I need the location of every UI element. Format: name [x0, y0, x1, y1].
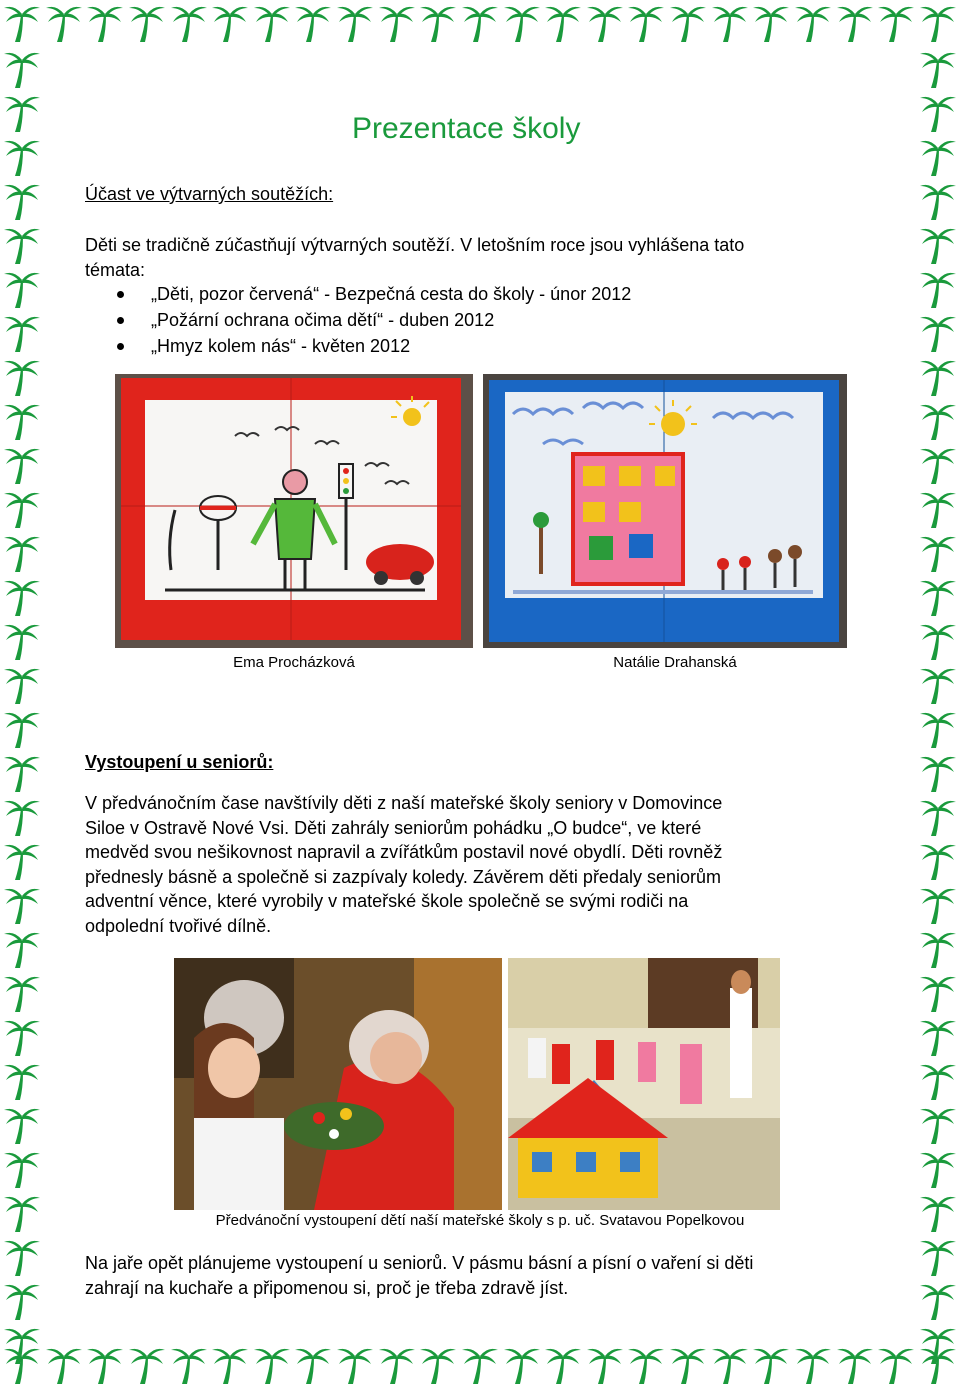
- palm-tree-icon: [751, 1342, 791, 1388]
- photo-illustration-performance: [508, 958, 780, 1210]
- section-heading-seniors: Vystoupení u seniorů:: [85, 752, 274, 772]
- palm-tree-icon: [918, 1234, 958, 1278]
- palm-tree-icon: [2, 1146, 42, 1190]
- palm-tree-icon: [85, 1342, 125, 1388]
- palm-tree-icon: [626, 1342, 666, 1388]
- palm-tree-icon: [2, 530, 42, 574]
- seniors-line: medvěd svou nešikovnost napravil a zvířátkům postavil nové obydlí. Děti rovněž: [85, 842, 723, 862]
- palm-tree-icon: [918, 310, 958, 354]
- palm-tree-icon: [918, 794, 958, 838]
- palm-tree-icon: [918, 1146, 958, 1190]
- palm-tree-icon: [2, 662, 42, 706]
- list-item: „Požární ochrana očima dětí“ - duben 2012: [85, 307, 631, 333]
- left-palm-border: [0, 46, 44, 1342]
- palm-tree-icon: [918, 574, 958, 618]
- palm-tree-icon: [918, 266, 958, 310]
- palm-tree-icon: [335, 1342, 375, 1388]
- palm-tree-icon: [2, 838, 42, 882]
- palm-tree-icon: [2, 618, 42, 662]
- palm-tree-icon: [918, 1278, 958, 1322]
- palm-tree-icon: [918, 90, 958, 134]
- palm-tree-icon: [502, 0, 542, 46]
- palm-tree-icon: [85, 0, 125, 46]
- palm-tree-icon: [918, 926, 958, 970]
- seniors-paragraph: [85, 791, 877, 938]
- palm-tree-icon: [835, 0, 875, 46]
- palm-tree-icon: [710, 1342, 750, 1388]
- palm-tree-icon: [585, 0, 625, 46]
- palm-tree-icon: [918, 530, 958, 574]
- palm-tree-icon: [44, 1342, 84, 1388]
- palm-tree-icon: [2, 1102, 42, 1146]
- palm-tree-icon: [918, 1058, 958, 1102]
- palm-tree-icon: [2, 1190, 42, 1234]
- seniors-line: Siloe v Ostravě Nové Vsi. Děti zahrály seniorům pohádku „O budce“, ve které: [85, 817, 702, 838]
- seniors-photo-wreath: [174, 958, 502, 1210]
- palm-tree-icon: [2, 442, 42, 486]
- drawing-illustration-natalie: [483, 374, 847, 648]
- palm-tree-icon: [918, 178, 958, 222]
- seniors-photo-performance: [508, 958, 780, 1210]
- section-heading-competitions: Účast ve výtvarných soutěžích:: [85, 184, 334, 204]
- competitions-intro-line1: Děti se tradičně zúčastňují výtvarných soutěží. V letošním roce jsou vyhlášena tato: [85, 235, 745, 255]
- palm-tree-icon: [293, 1342, 333, 1388]
- palm-tree-icon: [918, 618, 958, 662]
- palm-tree-icon: [918, 1190, 958, 1234]
- palm-tree-icon: [2, 310, 42, 354]
- competitions-intro-line2: témata:: [85, 259, 146, 280]
- palm-tree-icon: [751, 0, 791, 46]
- palm-tree-icon: [585, 1342, 625, 1388]
- palm-tree-icon: [2, 706, 42, 750]
- palm-tree-icon: [2, 1322, 42, 1366]
- palm-tree-icon: [169, 0, 209, 46]
- palm-tree-icon: [2, 398, 42, 442]
- palm-tree-icon: [2, 750, 42, 794]
- palm-tree-icon: [2, 46, 42, 90]
- palm-tree-icon: [502, 1342, 542, 1388]
- palm-tree-icon: [918, 1322, 958, 1366]
- right-palm-border: [916, 46, 960, 1342]
- palm-tree-icon: [668, 1342, 708, 1388]
- palm-tree-icon: [918, 354, 958, 398]
- caption-natalie: Natálie Drahanská: [613, 654, 737, 671]
- palm-tree-icon: [2, 882, 42, 926]
- palm-tree-icon: [793, 0, 833, 46]
- palm-tree-icon: [2, 926, 42, 970]
- photo-illustration-wreath: [174, 958, 502, 1210]
- palm-tree-icon: [44, 0, 84, 46]
- palm-tree-icon: [918, 222, 958, 266]
- drawing-illustration-ema: [115, 374, 473, 648]
- palm-tree-icon: [2, 794, 42, 838]
- palm-tree-icon: [918, 706, 958, 750]
- palm-tree-icon: [418, 1342, 458, 1388]
- closing-paragraph: [85, 1251, 905, 1300]
- palm-tree-icon: [710, 0, 750, 46]
- palm-tree-icon: [918, 1102, 958, 1146]
- seniors-line: V předvánočním čase navštívily děti z naší mateřské školy seniory v Domovince: [85, 793, 723, 813]
- palm-tree-icon: [210, 1342, 250, 1388]
- palm-tree-icon: [918, 134, 958, 178]
- palm-tree-icon: [335, 0, 375, 46]
- bottom-palm-border: [0, 1342, 960, 1388]
- palm-tree-icon: [876, 0, 916, 46]
- top-palm-border: [0, 0, 960, 46]
- palm-tree-icon: [127, 1342, 167, 1388]
- seniors-line: adventní věnce, které vyrobily v mateřské škole společně se svými rodiči na: [85, 891, 689, 911]
- palm-tree-icon: [543, 0, 583, 46]
- closing-line1: Na jaře opět plánujeme vystoupení u seniorů. V pásmu básní a písní o vaření si děti: [85, 1253, 754, 1273]
- palm-tree-icon: [626, 0, 666, 46]
- palm-tree-icon: [252, 0, 292, 46]
- seniors-line: přednesly básně a společně si zazpívaly koledy. Závěrem děti předaly seniorům: [85, 866, 721, 887]
- topic-list: [85, 281, 631, 359]
- palm-tree-icon: [2, 574, 42, 618]
- drawing-photo-natalie: [483, 374, 847, 648]
- palm-tree-icon: [918, 662, 958, 706]
- palm-tree-icon: [543, 1342, 583, 1388]
- palm-tree-icon: [460, 0, 500, 46]
- palm-tree-icon: [460, 1342, 500, 1388]
- palm-tree-icon: [2, 178, 42, 222]
- closing-line2: zahrají na kuchaře a připomenou si, proč je třeba zdravě jíst.: [85, 1277, 569, 1298]
- palm-tree-icon: [2, 486, 42, 530]
- list-item: „Děti, pozor červená“ - Bezpečná cesta do školy - únor 2012: [85, 281, 631, 307]
- palm-tree-icon: [876, 1342, 916, 1388]
- palm-tree-icon: [418, 0, 458, 46]
- palm-tree-icon: [169, 1342, 209, 1388]
- palm-tree-icon: [2, 1058, 42, 1102]
- caption-ema: Ema Procházková: [233, 654, 355, 671]
- seniors-line: odpolední tvořivé dílně.: [85, 915, 272, 936]
- palm-tree-icon: [2, 354, 42, 398]
- palm-tree-icon: [918, 442, 958, 486]
- page-title: Prezentace školy: [352, 112, 581, 145]
- palm-tree-icon: [793, 1342, 833, 1388]
- palm-tree-icon: [2, 970, 42, 1014]
- palm-tree-icon: [918, 1014, 958, 1058]
- list-item: „Hmyz kolem nás“ - květen 2012: [85, 333, 631, 359]
- palm-tree-icon: [2, 1234, 42, 1278]
- palm-tree-icon: [918, 486, 958, 530]
- palm-tree-icon: [2, 90, 42, 134]
- palm-tree-icon: [918, 838, 958, 882]
- palm-tree-icon: [2, 1278, 42, 1322]
- palm-tree-icon: [918, 398, 958, 442]
- palm-tree-icon: [918, 750, 958, 794]
- palm-tree-icon: [668, 0, 708, 46]
- palm-tree-icon: [252, 1342, 292, 1388]
- drawing-photo-ema: [115, 374, 473, 648]
- palm-tree-icon: [2, 222, 42, 266]
- palm-tree-icon: [918, 46, 958, 90]
- palm-tree-icon: [293, 0, 333, 46]
- palm-tree-icon: [2, 266, 42, 310]
- palm-tree-icon: [2, 1014, 42, 1058]
- competitions-intro: [85, 233, 877, 282]
- palm-tree-icon: [918, 0, 958, 46]
- palm-tree-icon: [2, 134, 42, 178]
- palm-tree-icon: [377, 0, 417, 46]
- palm-tree-icon: [2, 0, 42, 46]
- palm-tree-icon: [835, 1342, 875, 1388]
- palm-tree-icon: [210, 0, 250, 46]
- palm-tree-icon: [918, 882, 958, 926]
- palm-tree-icon: [918, 970, 958, 1014]
- palm-tree-icon: [377, 1342, 417, 1388]
- palm-tree-icon: [127, 0, 167, 46]
- seniors-photo-caption: Předvánoční vystoupení dětí naší mateřské školy s p. uč. Svatavou Popelkovou: [215, 1212, 745, 1229]
